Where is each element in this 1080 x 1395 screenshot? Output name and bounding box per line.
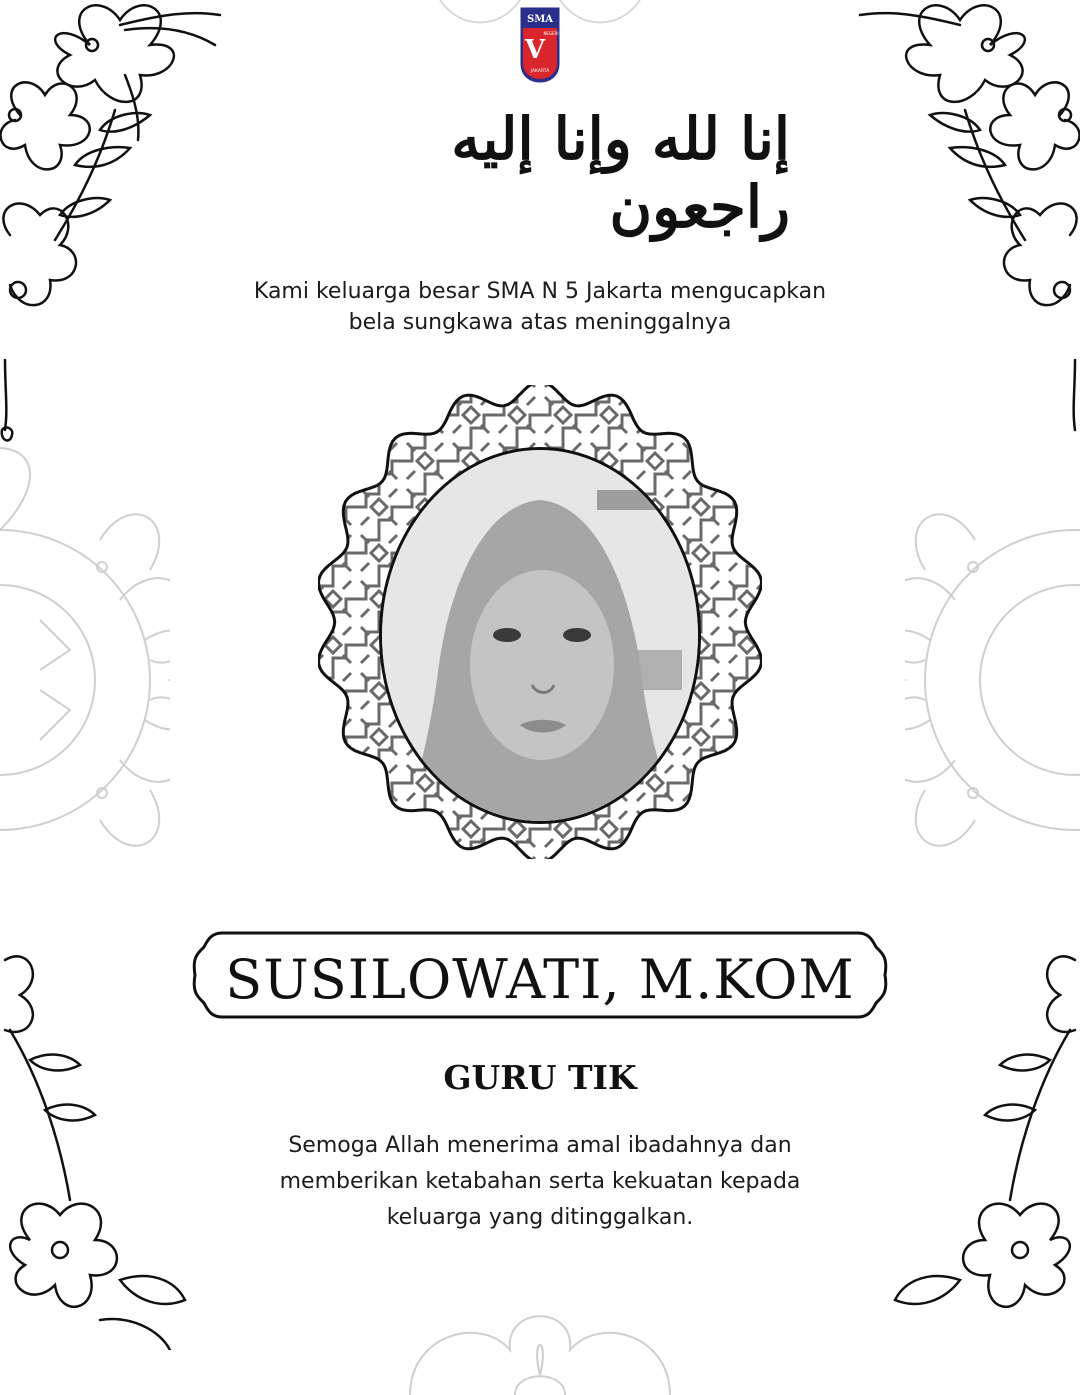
intro-line-1: Kami keluarga besar SMA N 5 Jakarta mengucapkan <box>253 279 827 304</box>
prayer-line-3: keluarga yang ditinggalkan. <box>386 1205 694 1230</box>
floral-bottom-left-icon <box>0 940 190 1350</box>
mandala-left-icon <box>0 440 170 920</box>
prayer-text <box>180 1128 900 1236</box>
floral-top-left-icon <box>0 0 230 450</box>
intro-text <box>140 276 940 338</box>
prayer-line-2: memberikan ketabahan serta kekuatan kepada <box>279 1169 801 1194</box>
deceased-role: GURU TIK <box>443 1058 637 1097</box>
floral-bottom-right-icon <box>890 940 1080 1350</box>
logo-bottom-text: JAKARTA <box>530 69 550 74</box>
logo-side-text: NEGERI <box>543 31 559 36</box>
mandala-bottom-icon <box>390 1275 690 1395</box>
logo-letter: V <box>524 35 546 65</box>
intro-line-2: bela sungkawa atas meninggalnya <box>348 310 732 335</box>
deceased-name: SUSILOWATI, M.KOM <box>225 947 855 1011</box>
floral-top-right-icon <box>850 0 1080 450</box>
school-logo-icon <box>519 6 561 84</box>
portrait-photo <box>379 447 701 824</box>
portrait-silhouette-icon <box>382 450 698 821</box>
arabic-calligraphy: إنا لله وإنا إليه راجعون <box>451 105 790 241</box>
mandala-right-icon <box>905 440 1080 920</box>
prayer-line-1: Semoga Allah menerima amal ibadahnya dan <box>288 1133 792 1158</box>
logo-top-text: SMA <box>526 14 554 25</box>
